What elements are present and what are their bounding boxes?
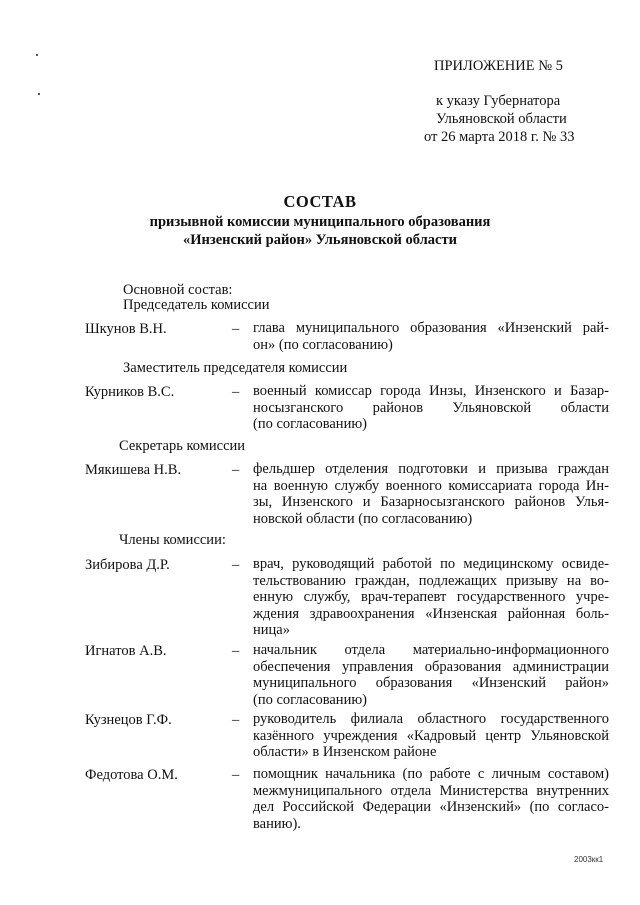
person-role — [253, 320, 609, 353]
person-role — [253, 642, 609, 708]
section-chairman: Председатель комиссии — [123, 297, 270, 313]
person-role — [253, 556, 609, 639]
section-deputy: Заместитель председателя комиссии — [123, 360, 348, 376]
person-role-line: дел Российской Федерации «Инзенский» (по согласо- — [253, 799, 609, 815]
document-title: СОСТАВ — [283, 192, 357, 211]
person-role-line: (по согласованию) — [253, 416, 367, 432]
person-role-line: фельдшер отделения подготовки и призыва граждан — [253, 461, 609, 477]
dash: – — [232, 767, 240, 783]
decree-line-1: к указу Губернатора — [436, 93, 561, 109]
person-role-line: глава муниципального образования «Инзенский рай- — [253, 320, 609, 336]
person-role-line: зы, Инзенского и Базарносызганского районов Улья- — [253, 494, 609, 510]
person-role — [253, 461, 609, 527]
document-subtitle-line-2: «Инзенский район» Ульяновской области — [183, 232, 457, 248]
person-role-line: руководитель филиала областного государственного — [253, 711, 609, 727]
person-name: Федотова О.М. — [85, 767, 178, 783]
person-name: Кузнецов Г.Ф. — [85, 712, 172, 728]
person-role-line: тельствованию граждан, подлежащих призыву на во- — [253, 572, 609, 589]
person-role-line: обеспечения управления образования администрации — [253, 658, 609, 675]
person-name: Курников В.С. — [85, 384, 175, 400]
person-name: Игнатов А.В. — [85, 643, 167, 659]
dash: – — [232, 712, 240, 728]
person-role-line: ница» — [253, 622, 290, 638]
person-role-line: казённого учреждения «Кадровый центр Ульяновской — [253, 727, 609, 744]
person-role-line: межмуниципального отдела Министерства внутренних — [253, 782, 609, 799]
person-name: Зибирова Д.Р. — [85, 557, 170, 573]
person-name: Шкунов В.Н. — [85, 321, 167, 337]
person-role-line: области» в Инзенском районе — [253, 744, 437, 760]
person-role-line: новской области (по согласованию) — [253, 510, 473, 527]
scan-speck — [36, 54, 38, 56]
dash: – — [232, 462, 240, 478]
person-role-line: помощник начальника (по работе с личным составом) — [253, 766, 609, 782]
appendix-title: ПРИЛОЖЕНИЕ № 5 — [434, 58, 563, 74]
dash: – — [232, 557, 240, 573]
person-role-line: он» (по согласованию) — [253, 336, 393, 353]
decree-line-3: от 26 марта 2018 г. № 33 — [424, 129, 575, 145]
person-role-line: военный комиссар города Инзы, Инзенского и Базар- — [253, 383, 609, 399]
person-role-line: врач, руководящий работой по медицинскому освиде- — [253, 556, 609, 572]
scan-speck — [38, 93, 40, 95]
section-main-composition: Основной состав: — [123, 282, 233, 298]
person-role — [253, 383, 609, 433]
section-secretary: Секретарь комиссии — [119, 438, 246, 454]
decree-line-2: Ульяновской области — [436, 111, 567, 127]
person-role-line: муниципального образования «Инзенский район» — [253, 675, 609, 691]
section-members: Члены комиссии: — [119, 532, 226, 548]
dash: – — [232, 643, 240, 659]
person-role-line: ванию). — [253, 815, 301, 832]
dash: – — [232, 321, 240, 337]
person-role-line: на военную службу военного комиссариата города Ин- — [253, 477, 609, 494]
person-role — [253, 711, 609, 761]
dash: – — [232, 384, 240, 400]
person-role — [253, 766, 609, 832]
person-role-line: (по согласованию) — [253, 691, 367, 708]
person-role-line: носызганского районов Ульяновской области — [253, 399, 609, 416]
footer-code: 2003кк1 — [574, 855, 604, 864]
person-name: Мякишева Н.В. — [85, 462, 182, 478]
person-role-line: начальник отдела материально-информационного — [253, 642, 609, 658]
person-role-line: енную службу, врач-терапевт государственного учре- — [253, 589, 609, 605]
person-role-line: ждения здравоохранения «Инзенская районная боль- — [253, 605, 609, 622]
document-subtitle-line-1: призывной комиссии муниципального образования — [149, 214, 491, 230]
